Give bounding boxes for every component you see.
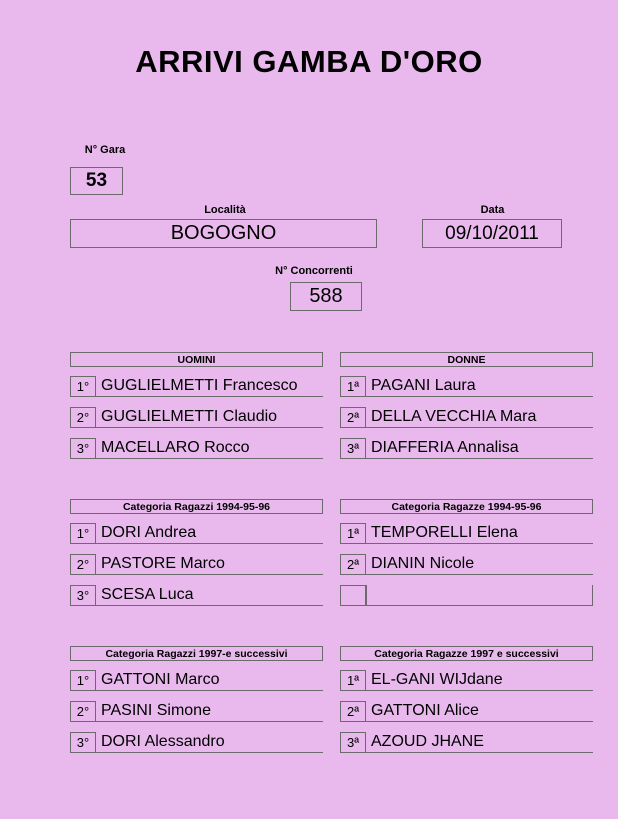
competitors-value[interactable]: 588 xyxy=(290,282,362,311)
name-cell[interactable] xyxy=(366,585,593,606)
result-row-empty xyxy=(340,585,593,607)
location-label: Località xyxy=(204,204,246,216)
name-cell[interactable]: GUGLIELMETTI Claudio xyxy=(96,407,323,428)
result-row xyxy=(70,585,323,607)
rank-cell: 2ª xyxy=(340,701,366,722)
result-row xyxy=(70,701,323,723)
rank-cell: 3° xyxy=(70,585,96,606)
rank-cell: 2° xyxy=(70,701,96,722)
rank-cell: 3° xyxy=(70,732,96,753)
rank-cell: 1ª xyxy=(340,376,366,397)
rank-cell: 3ª xyxy=(340,732,366,753)
result-row xyxy=(340,438,593,460)
name-cell[interactable]: GUGLIELMETTI Francesco xyxy=(96,376,323,397)
race-number-label: N° Gara xyxy=(84,144,126,156)
result-row xyxy=(340,376,593,398)
rank-cell xyxy=(340,585,366,606)
name-cell[interactable]: PAGANI Laura xyxy=(366,376,593,397)
rank-cell: 3° xyxy=(70,438,96,459)
section-boys-1994-96 xyxy=(70,499,323,607)
results-sheet xyxy=(0,44,618,819)
section-men xyxy=(70,352,323,460)
section-boys-1997 xyxy=(70,646,323,754)
section-girls-1997 xyxy=(340,646,593,754)
result-row xyxy=(340,670,593,692)
location-value[interactable]: BOGOGNO xyxy=(70,219,377,248)
name-cell[interactable]: EL-GANI WIJdane xyxy=(366,670,593,691)
section-header-girls-1994-96: Categoria Ragazze 1994-95-96 xyxy=(340,499,593,514)
result-row xyxy=(70,670,323,692)
rank-cell: 2° xyxy=(70,407,96,428)
result-row xyxy=(70,407,323,429)
rank-cell: 1° xyxy=(70,670,96,691)
section-header-boys-1994-96: Categoria Ragazzi 1994-95-96 xyxy=(70,499,323,514)
result-row xyxy=(70,732,323,754)
rank-cell: 3ª xyxy=(340,438,366,459)
rank-cell: 1° xyxy=(70,376,96,397)
result-row xyxy=(70,554,323,576)
name-cell[interactable]: DIAFFERIA Annalisa xyxy=(366,438,593,459)
rank-cell: 2° xyxy=(70,554,96,575)
result-row xyxy=(340,523,593,545)
rank-cell: 1° xyxy=(70,523,96,544)
name-cell[interactable]: AZOUD JHANE xyxy=(366,732,593,753)
rank-cell: 1ª xyxy=(340,670,366,691)
section-header-boys-1997: Categoria Ragazzi 1997-e successivi xyxy=(70,646,323,661)
section-girls-1994-96 xyxy=(340,499,593,607)
section-header-girls-1997: Categoria Ragazze 1997 e successivi xyxy=(340,646,593,661)
name-cell[interactable]: PASINI Simone xyxy=(96,701,323,722)
name-cell[interactable]: DORI Alessandro xyxy=(96,732,323,753)
name-cell[interactable]: TEMPORELLI Elena xyxy=(366,523,593,544)
section-women xyxy=(340,352,593,460)
result-row xyxy=(70,523,323,545)
date-label: Data xyxy=(480,204,505,216)
name-cell[interactable]: PASTORE Marco xyxy=(96,554,323,575)
name-cell[interactable]: DORI Andrea xyxy=(96,523,323,544)
rank-cell: 1ª xyxy=(340,523,366,544)
name-cell[interactable]: GATTONI Alice xyxy=(366,701,593,722)
competitors-label: N° Concorrenti xyxy=(275,265,353,277)
result-row xyxy=(340,554,593,576)
race-number-value[interactable]: 53 xyxy=(70,167,123,195)
result-row xyxy=(70,438,323,460)
result-row xyxy=(340,701,593,723)
name-cell[interactable]: DIANIN Nicole xyxy=(366,554,593,575)
section-header-men: UOMINI xyxy=(70,352,323,367)
result-row xyxy=(340,732,593,754)
result-row xyxy=(340,407,593,429)
name-cell[interactable]: DELLA VECCHIA Mara xyxy=(366,407,593,428)
name-cell[interactable]: MACELLARO Rocco xyxy=(96,438,323,459)
rank-cell: 2ª xyxy=(340,407,366,428)
date-value[interactable]: 09/10/2011 xyxy=(422,219,562,248)
section-header-women: DONNE xyxy=(340,352,593,367)
name-cell[interactable]: SCESA Luca xyxy=(96,585,323,606)
rank-cell: 2ª xyxy=(340,554,366,575)
result-row xyxy=(70,376,323,398)
page-title: ARRIVI GAMBA D'ORO xyxy=(135,44,483,79)
name-cell[interactable]: GATTONI Marco xyxy=(96,670,323,691)
